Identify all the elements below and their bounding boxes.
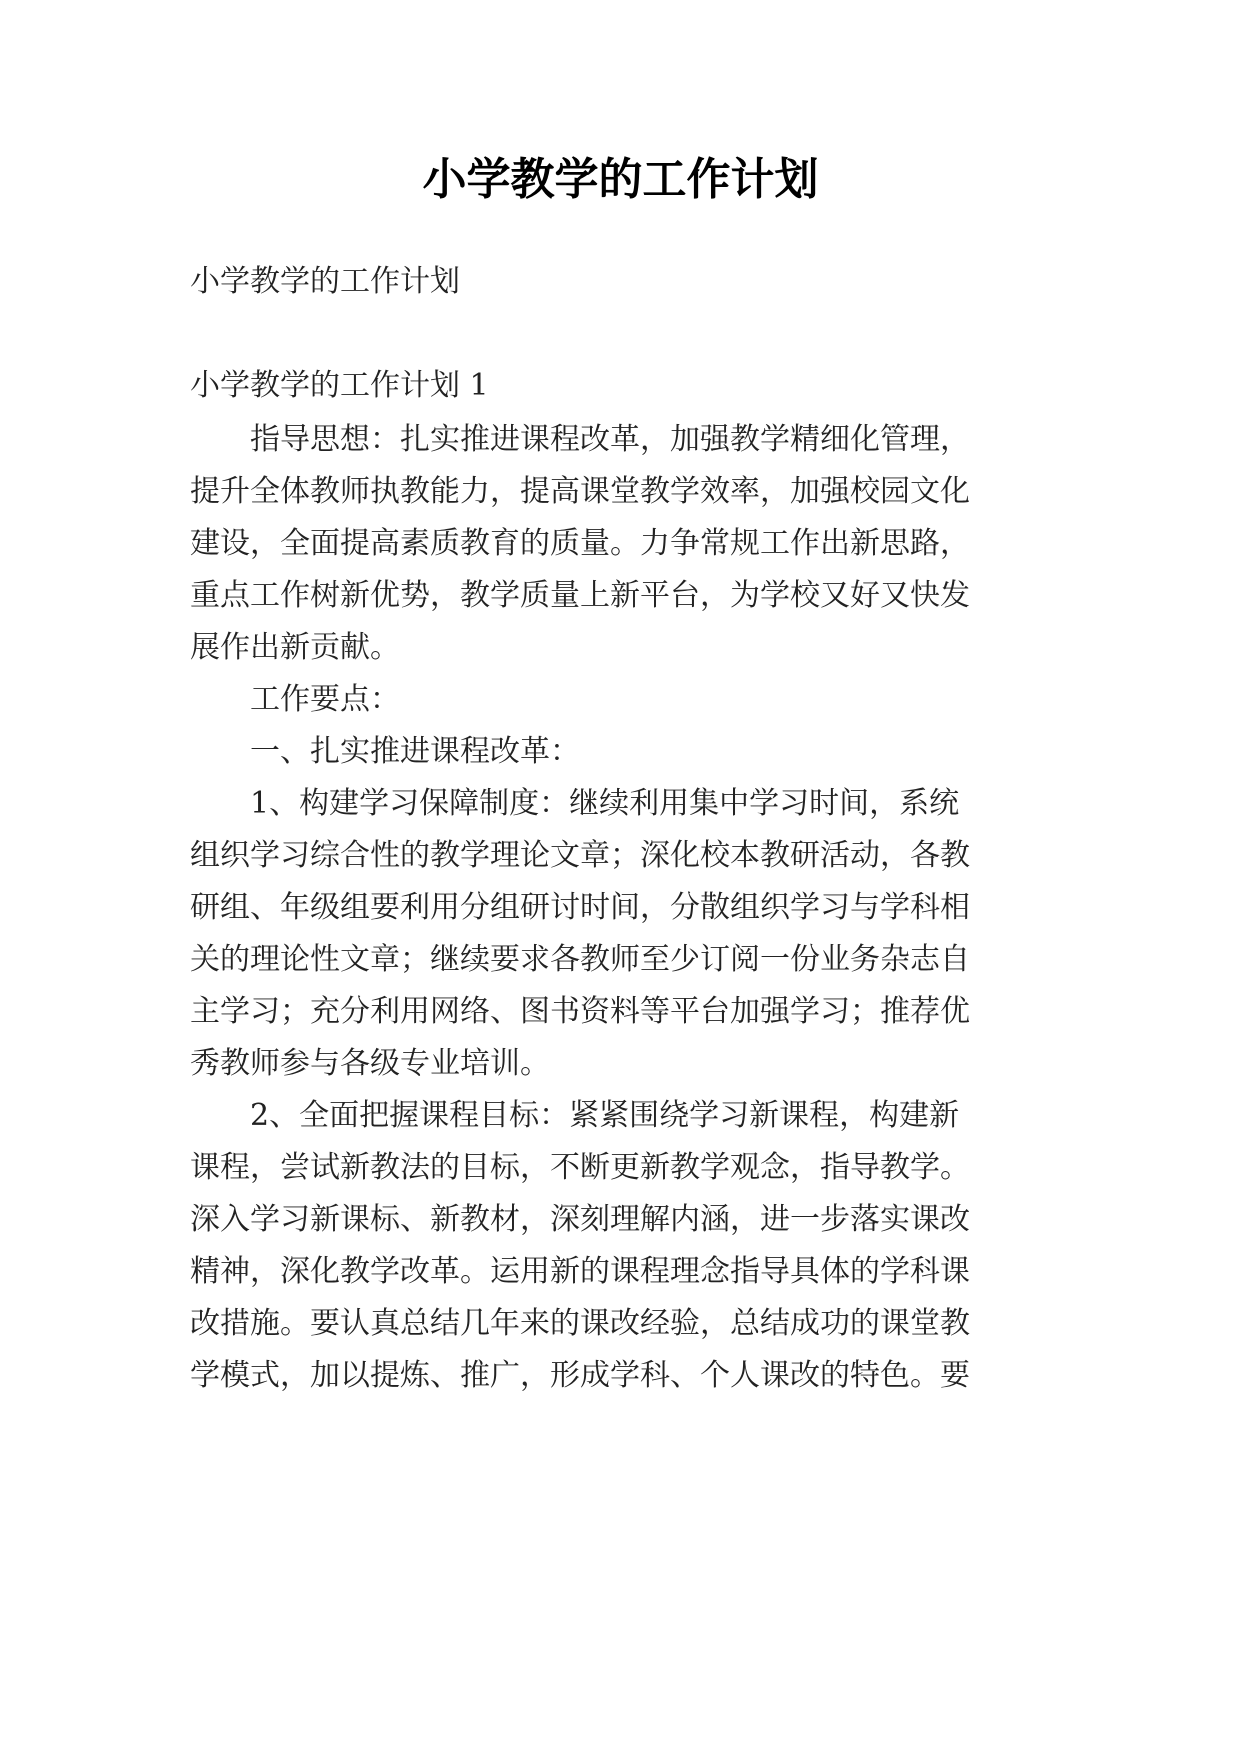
paragraph-line: 展作出新贡献。 bbox=[190, 630, 400, 665]
paragraph-line: 提升全体教师执教能力，提高课堂教学效率，加强校园文化 bbox=[190, 474, 970, 509]
paragraph-line: 精神，深化教学改革。运用新的课程理念指导具体的学科课 bbox=[190, 1254, 970, 1289]
paragraph-line: 主学习；充分利用网络、图书资料等平台加强学习；推荐优 bbox=[190, 994, 970, 1029]
paragraph-line: 建设，全面提高素质教育的质量。力争常规工作出新思路， bbox=[190, 526, 970, 561]
section-heading: 小学教学的工作计划 1 bbox=[190, 368, 489, 403]
paragraph-line: 指导思想：扎实推进课程改革，加强教学精细化管理， bbox=[250, 422, 970, 457]
paragraph-line: 关的理论性文章；继续要求各教师至少订阅一份业务杂志自 bbox=[190, 942, 970, 977]
paragraph-line: 工作要点： bbox=[250, 682, 400, 717]
paragraph-line: 课程，尝试新教法的目标，不断更新教学观念，指导教学。 bbox=[190, 1150, 970, 1185]
paragraph-line: 秀教师参与各级专业培训。 bbox=[190, 1046, 550, 1081]
paragraph-line: 一、扎实推进课程改革： bbox=[250, 734, 580, 769]
paragraph-line: 改措施。要认真总结几年来的课改经验，总结成功的课堂教 bbox=[190, 1306, 970, 1341]
paragraph-line: 重点工作树新优势，教学质量上新平台，为学校又好又快发 bbox=[190, 578, 970, 613]
paragraph-line: 2、全面把握课程目标：紧紧围绕学习新课程，构建新 bbox=[250, 1098, 960, 1133]
document-subtitle: 小学教学的工作计划 bbox=[190, 264, 460, 299]
document-title: 小学教学的工作计划 bbox=[422, 154, 819, 205]
paragraph-line: 研组、年级组要利用分组研讨时间，分散组织学习与学科相 bbox=[190, 890, 970, 925]
paragraph-line: 学模式，加以提炼、推广，形成学科、个人课改的特色。要 bbox=[190, 1358, 970, 1393]
paragraph-line: 组织学习综合性的教学理论文章；深化校本教研活动，各教 bbox=[190, 838, 970, 873]
paragraph-line: 深入学习新课标、新教材，深刻理解内涵，进一步落实课改 bbox=[190, 1202, 970, 1237]
paragraph-line: 1、构建学习保障制度：继续利用集中学习时间，系统 bbox=[250, 786, 960, 821]
